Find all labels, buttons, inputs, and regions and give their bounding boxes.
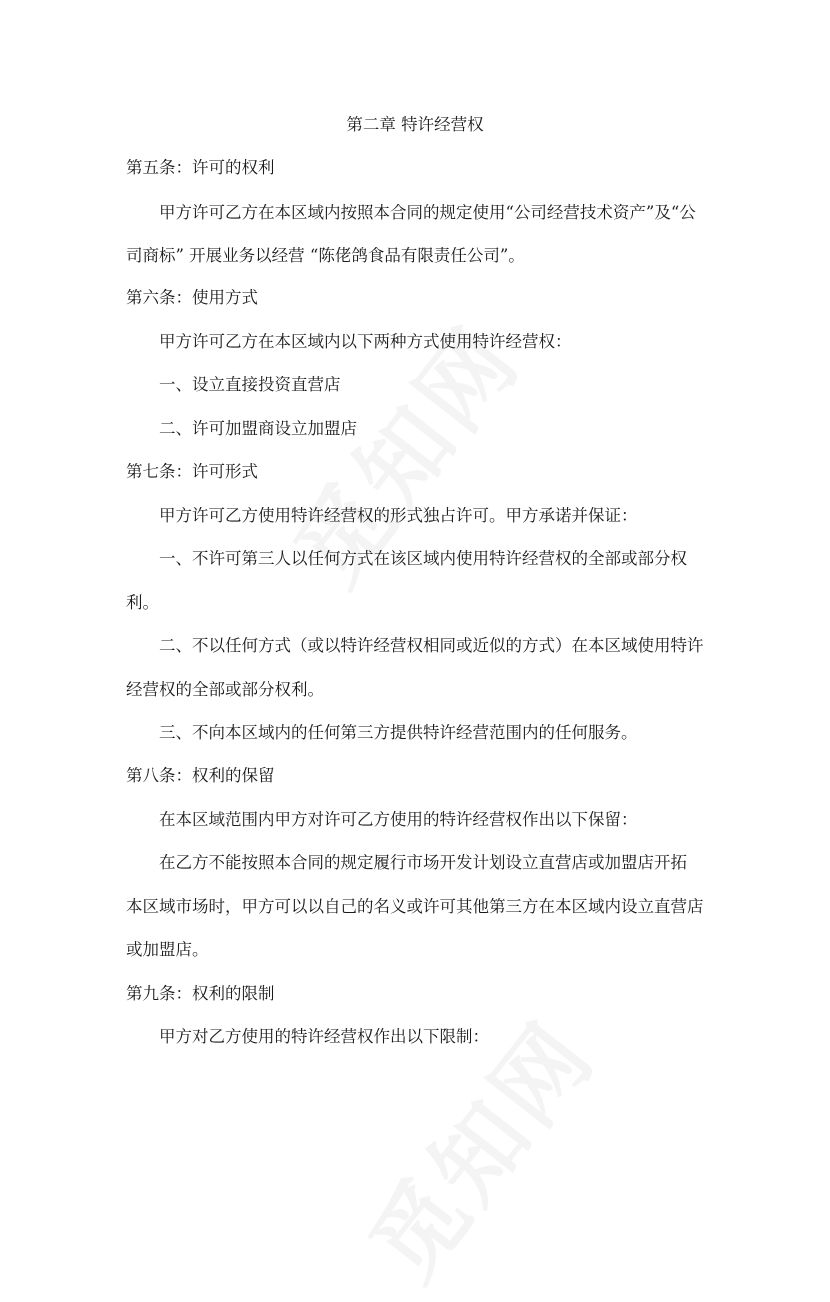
article-7-paragraph: 甲方许可乙方使用特许经营权的形式独占许可。甲方承诺并保证： [159,506,638,525]
article-7-title: 第七条：许可形式 [126,462,258,481]
article-7-item-line: 利。 [126,593,159,612]
article-7-item-line: 经营权的全部或部分权利。 [126,680,324,699]
article-6-paragraph: 甲方许可乙方在本区域内以下两种方式使用特许经营权： [159,332,572,351]
article-7-item: 三、不向本区域内的任何第三方提供特许经营范围内的任何服务。 [159,723,638,742]
article-6-title: 第六条：使用方式 [126,288,258,307]
article-6-item: 一、设立直接投资直营店 [159,375,341,394]
article-6-item: 二、许可加盟商设立加盟店 [159,419,357,438]
article-9-paragraph: 甲方对乙方使用的特许经营权作出以下限制： [159,1027,489,1046]
article-8-paragraph: 在本区域范围内甲方对许可乙方使用的特许经营权作出以下保留： [159,810,638,829]
chapter-title: 第二章 特许经营权 [346,115,484,134]
article-9-title: 第九条：权利的限制 [126,984,275,1003]
article-7-item-line: 一、不许可第三人以任何方式在该区域内使用特许经营权的全部或部分权 [159,549,687,568]
article-8-paragraph-line: 本区域市场时，甲方可以以自己的名义或许可其他第三方在本区域内设立直营店 [126,897,704,916]
article-5-paragraph-line: 甲方许可乙方在本区域内按照本合同的规定使用“公司经营技术资产”及“公 [159,203,696,222]
article-8-title: 第八条：权利的保留 [126,766,275,785]
article-5-paragraph-line: 司商标” 开展业务以经营 “陈佬鸽食品有限责任公司”。 [126,246,525,265]
article-8-paragraph-line: 在乙方不能按照本合同的规定履行市场开发计划设立直营店或加盟店开拓 [159,853,687,872]
article-8-paragraph-line: 或加盟店。 [126,940,209,959]
article-5-title: 第五条：许可的权利 [126,158,275,177]
article-7-item-line: 二、不以任何方式（或以特许经营权相同或近似的方式）在本区域使用特许 [159,636,704,655]
